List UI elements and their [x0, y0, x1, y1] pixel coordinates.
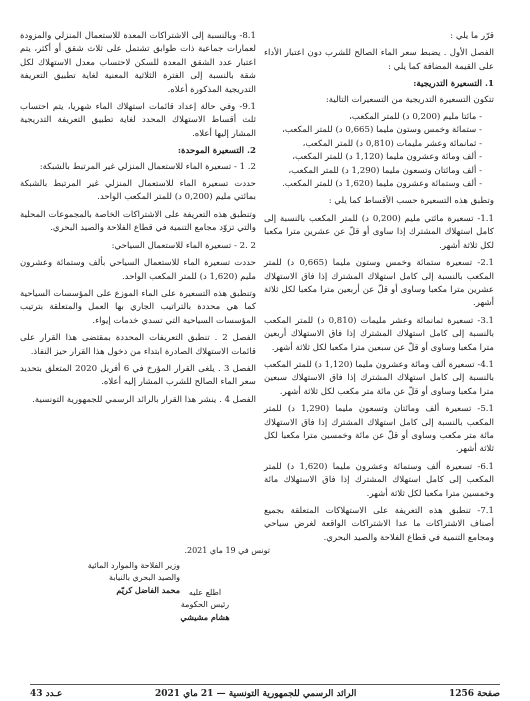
tariff-item: - ألف ومائتان وتسعون مليما (1,290 د) للمتر المكعب،	[264, 165, 482, 178]
minister-title: والصيد البحري بالنيابة	[109, 573, 180, 582]
section-heading: 1. التسعيرة التدريجية:	[413, 79, 494, 90]
paragraph: 1.1- تسعيرة مائتي مليم (0,200 د) للمتر المكعب بالنسبة إلى كامل استهلاك المشترك إذا ساوى أو قلّ عن عشرين مترا مكعبا لكل ثلاثة أشهر.	[264, 213, 494, 251]
right-column	[264, 30, 494, 549]
paragraph: وتنطبق هذه التسعيرة على الماء الموزع على المؤسسات السياحية كما هي محددة بالتراتيب الجاري بها العمل والمتعلقة بترتيب المؤسسات السياحية التي تسدي خدمات إيواء.	[20, 288, 256, 326]
paragraph: 8.1- وبالنسبة إلى الاشتراكات المعدة للاستعمال المنزلي والمزودة لعمارات جماعية ذات طوابق تشتمل على ثلاث شقق أو أكثر، يتم اعتبار عدد الشقق المعدة للسكن لاحتساب معدل الاستهلاك لكل شقة بالنسبة إلى الفترة الثلاثية المعنية لغاية تطبيق التعريفة التدريجية المذكورة أعلاه.	[20, 31, 256, 95]
gov-name: هشام مشيشي	[180, 612, 230, 622]
tariff-item: - ألف وستمائة وعشرون مليما (1,620 د) للمتر المكعب.	[264, 178, 482, 191]
signature-date: تونس في 19 ماي 2021.	[184, 546, 270, 555]
paragraph: حددت تسعيرة الماء للاستعمال السياحي بألف وستمائة وعشرون مليم (1,620 د) للمتر المكعب الواحد.	[20, 258, 256, 282]
head-of-government-signature	[150, 587, 260, 623]
paragraph: الفصل 2 . تنطبق التعريفات المحددة بمقتضى هذا القرار على قائمات الاستهلاك الصادرة ابتداء من دخول هذا القرار حيز النفاذ.	[20, 333, 256, 357]
paragraph: 6.1- تسعيرة ألف وستمائة وعشرون مليما (1,620 د) للمتر المكعب إلى كامل استهلاك المشترك إذا فاق الاستهلاك مائة وخمسين مترا مكعبا لكل ثلاثة أشهر.	[264, 461, 494, 499]
paragraph: 5.1- تسعيرة ألف ومائتان وتسعون مليما (1,290 د) للمتر المكعب بالنسبة إلى كامل استهلاك المشترك إذا فاق الاستهلاك مائة متر مكعب وساوى أو قلّ عن مائة وخمسين مترا مكعبا لكل ثلاثة أشهر.	[264, 404, 494, 455]
paragraph: 4.1- تسعيرة ألف ومائة وعشرون مليما (1,120 د) للمتر المكعب بالنسبة إلى كامل استهلاك المشترك إذا فاق الاستهلاك سبعين مترا مكعبا وساوى أو قلّ عن مائة متر مكعب لكل ثلاثة أشهر.	[264, 359, 494, 397]
paragraph: 9.1- وفي حالة إعداد قائمات استهلاك الماء شهريا، يتم احتساب ثلث أقساط الاستهلاك المحدد لغاية تطبيق التعريفة التدريجية المشار إليها أعلاه.	[20, 102, 256, 139]
paragraph: 2. 1 - تسعيرة الماء للاستعمال المنزلي غير المرتبط بالشبكة:	[39, 161, 256, 172]
left-column	[20, 30, 256, 411]
issue-number: عـدد 43	[30, 689, 63, 699]
tariff-item: - مائتا مليم (0,200 د) للمتر المكعب،	[264, 111, 482, 124]
tariff-item: - ثمانمائة وعشر مليمات (0,810 د) للمتر المكعب،	[264, 138, 482, 151]
minister-title: وزير الفلاحة والموارد المائية	[87, 561, 180, 570]
paragraph: وتطبق هذه التسعيرة حسب الأقساط كما يلي :	[328, 196, 494, 207]
paragraph: قرّر ما يلي :	[450, 31, 494, 41]
page-number: صفحة 1256	[448, 689, 500, 699]
paragraph: وتنطبق هذه التعريفة على الاشتراكات الخاصة بالمجموعات المحلية والتي تزوّد مجامع التنمية في قطاع الفلاحة والصيد البحري.	[20, 209, 256, 234]
gov-title: رئيس الحكومة	[180, 600, 230, 609]
tariff-item: - ستمائة وخمس وستون مليما (0,665 د) للمتر المكعب،	[264, 124, 482, 137]
minister-name: محمد الفاضل كريّم	[116, 585, 180, 595]
paragraph: 3.1- تسعيرة ثمانمائة وعشر مليمات (0,810 د) للمتر المكعب بالنسبة إلى كامل استهلاك المشترك إذا فاق الاستهلاك أربعين مترا مكعبا وساوى أو قلّ عن سبعين مترا مكعبا لكل ثلاثة أشهر.	[264, 315, 494, 353]
seen-label: اطلع عليه	[188, 588, 222, 597]
section-heading: 2. التسعيرة الموحدة:	[177, 146, 256, 157]
tariff-list	[264, 111, 494, 191]
paragraph: حددت تسعيرة الماء للاستعمال المنزلي غير المرتبط بالشبكة بمائتي مليم (0,200 د) للمتر المكعب الواحد.	[20, 179, 256, 203]
paragraph: 7.1- تنطبق هذه التعريفة على الاستهلاكات المتعلقة بجميع أصناف الاشتراكات ما عدا الاشتراكات الواقعة لغرض سياحي ومجامع التنمية في قطاع الفلاحة والصيد البحري.	[264, 506, 494, 543]
paragraph: تتكون التسعيرة التدريجية من التسعيرات التالية:	[325, 94, 494, 105]
paragraph: الفصل 3 . يلغى القرار المؤرخ في 6 أفريل 2020 المتعلق بتحديد سعر الماء الصالح للشرب المشار إليه أعلاه.	[20, 363, 256, 388]
gazette-title: الرائد الرسمي للجمهورية التونسية — 21 ماي 2021	[154, 689, 357, 699]
paragraph: الفصل الأول . يضبط سعر الماء الصالح للشرب دون اعتبار الأداء على القيمة المضافة كما يلي :	[264, 48, 494, 72]
page-footer	[30, 684, 500, 701]
paragraph: 2 .2 - تسعيرة الماء للاستعمال السياحي:	[111, 240, 256, 251]
paragraph: الفصل 4 . ينشر هذا القرار بالرائد الرسمي للجمهورية التونسية.	[32, 394, 256, 405]
tariff-item: - ألف ومائة وعشرون مليما (1,120 د) للمتر المكعب،	[264, 151, 482, 164]
paragraph: 2.1- تسعيرة ستمائة وخمس وستون مليما (0,665 د) للمتر المكعب بالنسبة إلى كامل استهلاك المشترك إذا فاق الاستهلاك عشرين مترا مكعبا وساوى أو قلّ عن أربعين مترا مكعبا لكل ثلاثة أشهر.	[264, 258, 494, 309]
